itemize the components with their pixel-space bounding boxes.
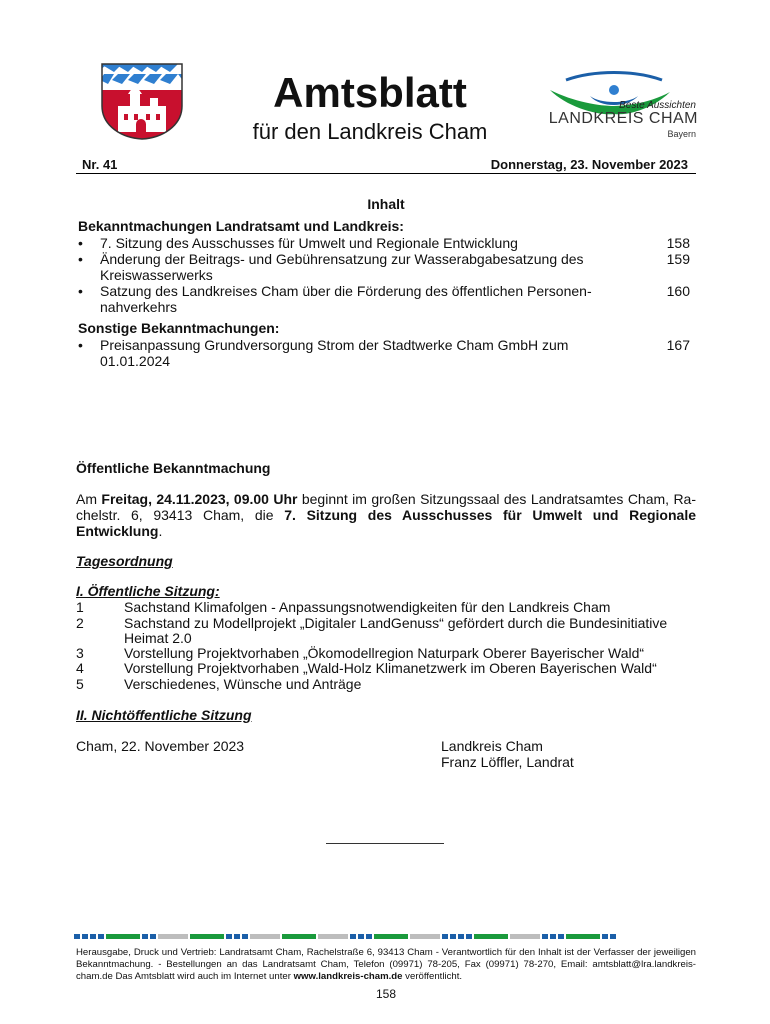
signer-name: Franz Löffler, Landrat (441, 754, 574, 770)
publication-title: Amtsblatt (273, 69, 467, 116)
text-run: Am (76, 491, 102, 507)
toc-item-text-cont: nahverkehrs (100, 299, 178, 315)
toc-section-heading: Bekanntmachungen Landratsamt und Landkreis: (78, 218, 404, 234)
announcement-paragraph (76, 491, 696, 539)
signature-block (441, 738, 574, 770)
agenda-text: Sachstand Klimafolgen - Anpassungsnotwendigkeiten für den Landkreis Cham (124, 599, 611, 615)
meeting-datetime: Freitag, 24.11.2023, 09.00 Uhr (101, 491, 298, 507)
toc-item-page: 167 (666, 337, 690, 353)
agenda-text: Vorstellung Projektvorhaben „Wald-Holz Klimanetzwerk im Oberen Bayerischen Wald“ (124, 660, 657, 676)
toc-item-text: 7. Sitzung des Ausschusses für Umwelt und Regionale Entwicklung (100, 235, 518, 251)
toc-item-text-cont: 01.01.2024 (100, 353, 171, 369)
toc-item-text: Preisanpassung Grundversorgung Strom der Stadtwerke Cham GmbH zum (100, 337, 569, 353)
toc-title: Inhalt (367, 196, 405, 212)
toc-item (78, 283, 690, 315)
bullet: • (78, 251, 83, 267)
place-date: Cham, 22. November 2023 (76, 738, 245, 754)
agenda-text: Sachstand zu Modellprojekt „Digitaler LandGenuss“ gefördert durch die Bundesinitiative (124, 615, 668, 631)
public-session-heading: I. Öffentliche Sitzung: (76, 583, 220, 599)
separator-line (326, 843, 444, 844)
district-coat-of-arms (100, 62, 184, 140)
imprint-text (76, 947, 696, 983)
toc-item-page: 158 (666, 235, 690, 251)
agenda-heading: Tagesordnung (76, 553, 173, 569)
announcement-heading: Öffentliche Bekanntmachung (76, 460, 271, 476)
toc-item-page: 159 (666, 251, 690, 267)
page-number: 158 (375, 987, 397, 1001)
toc-item-text: Änderung der Beitrags- und Gebührensatzung zur Wasserabgabesatzung des (100, 251, 584, 267)
bullet: • (78, 235, 83, 251)
signer-org: Landkreis Cham (441, 738, 543, 754)
agenda-number: 4 (76, 660, 84, 676)
issue-number: Nr. 41 (82, 157, 118, 172)
agenda-text: Verschiedenes, Wünsche und Anträge (124, 676, 362, 692)
bullet: • (78, 337, 83, 353)
logo-name: LANDKREIS CHAM (548, 110, 698, 127)
toc-item-page: 160 (666, 283, 690, 299)
toc-item (78, 235, 690, 251)
agenda-number: 5 (76, 676, 84, 692)
agenda-text: Vorstellung Projektvorhaben „Ökomodellregion Naturpark Oberer Bayerischer Wald“ (124, 645, 645, 661)
logo-state: Bayern (667, 129, 696, 139)
imprint-end: veröffentlicht. (402, 971, 463, 982)
footer-color-bar (74, 934, 698, 939)
toc-item (78, 337, 690, 369)
toc-section-heading: Sonstige Bekanntmachungen: (78, 320, 280, 336)
toc-item-text: Satzung des Landkreises Cham über die Förderung des öffentlichen Personen- (100, 283, 592, 299)
text-run: beginnt im großen Sitzungssaal des Landratsamtes Cham, Ra-chelstr. 6, 93413 Cham, die (76, 491, 696, 523)
imprint-body: Herausgabe, Druck und Vertrieb: Landratsamt Cham, Rachelstraße 6, 93413 Cham - Verantwortlich für den Inhalt ist der Verfasser der jeweiligen Bekanntmachung. - Bestellungen an das Landratsamt Cham, Telefon (09971) 78-205, Fax (09971) 78-270, Email: amtsblatt@lra.landkreis-cham.de Das Amtsblatt wird auch im Internet unter (76, 947, 696, 982)
text-run: . (158, 523, 163, 539)
publication-subtitle: für den Landkreis Cham (252, 119, 488, 144)
agenda-number: 2 (76, 615, 84, 631)
header-rule (76, 173, 696, 174)
issue-date: Donnerstag, 23. November 2023 (490, 157, 688, 172)
agenda-number: 1 (76, 599, 84, 615)
logo-tagline: Beste Aussichten (619, 100, 696, 111)
toc-item (78, 251, 690, 283)
agenda-text-cont: Heimat 2.0 (124, 630, 192, 646)
nonpublic-session-heading: II. Nichtöffentliche Sitzung (76, 707, 252, 723)
meeting-name: 7. Sitzung des Ausschusses für Umwelt und Regionale Entwicklung (76, 507, 696, 539)
agenda-number: 3 (76, 645, 84, 661)
toc-item-text-cont: Kreiswasserwerks (100, 267, 213, 283)
bullet: • (78, 283, 83, 299)
website-link[interactable]: www.landkreis-cham.de (293, 971, 403, 982)
